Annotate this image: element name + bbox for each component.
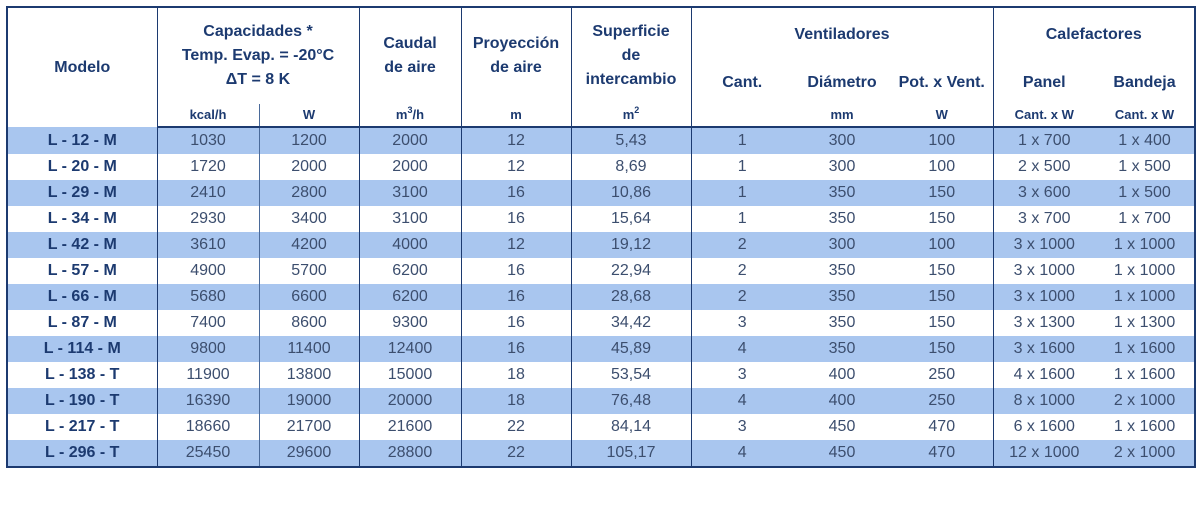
cell-proyeccion: 16 bbox=[461, 284, 571, 310]
cell-modelo: L - 42 - M bbox=[7, 232, 157, 258]
header-capacidades-line2: Temp. Evap. = -20°C bbox=[181, 47, 335, 64]
unit-bandeja: Cant. x W bbox=[1095, 104, 1195, 127]
cell-cant: 3 bbox=[691, 362, 793, 388]
table-row bbox=[7, 206, 1195, 232]
cell-modelo: L - 296 - T bbox=[7, 440, 157, 467]
unit-caudal-exp: 3 bbox=[407, 104, 413, 115]
header-superficie: Superficie de intercambio bbox=[571, 7, 691, 104]
cell-w: 6600 bbox=[259, 284, 359, 310]
cell-w: 19000 bbox=[259, 388, 359, 414]
cell-caudal: 21600 bbox=[359, 414, 461, 440]
cell-panel: 6 x 1600 bbox=[993, 414, 1095, 440]
cell-panel: 8 x 1000 bbox=[993, 388, 1095, 414]
cell-bandeja: 1 x 1600 bbox=[1095, 414, 1195, 440]
cell-w: 13800 bbox=[259, 362, 359, 388]
cell-cant: 1 bbox=[691, 127, 793, 154]
unit-pot: W bbox=[891, 104, 993, 127]
header-panel: Panel bbox=[993, 62, 1095, 104]
cell-caudal: 2000 bbox=[359, 127, 461, 154]
table-row bbox=[7, 414, 1195, 440]
cell-superficie: 5,43 bbox=[571, 127, 691, 154]
cell-bandeja: 1 x 1600 bbox=[1095, 336, 1195, 362]
cell-modelo: L - 66 - M bbox=[7, 284, 157, 310]
table-row bbox=[7, 336, 1195, 362]
cell-kcal: 1030 bbox=[157, 127, 259, 154]
cell-modelo: L - 190 - T bbox=[7, 388, 157, 414]
spec-table-container bbox=[6, 6, 1194, 468]
cell-w: 21700 bbox=[259, 414, 359, 440]
cell-potencia: 250 bbox=[891, 388, 993, 414]
cell-caudal: 3100 bbox=[359, 180, 461, 206]
cell-potencia: 100 bbox=[891, 127, 993, 154]
table-row bbox=[7, 258, 1195, 284]
cell-proyeccion: 12 bbox=[461, 232, 571, 258]
cell-panel: 3 x 1300 bbox=[993, 310, 1095, 336]
cell-caudal: 2000 bbox=[359, 154, 461, 180]
cell-kcal: 4900 bbox=[157, 258, 259, 284]
cell-superficie: 34,42 bbox=[571, 310, 691, 336]
cell-bandeja: 1 x 500 bbox=[1095, 180, 1195, 206]
table-row bbox=[7, 232, 1195, 258]
cell-kcal: 7400 bbox=[157, 310, 259, 336]
cell-diametro: 300 bbox=[793, 127, 891, 154]
cell-proyeccion: 12 bbox=[461, 154, 571, 180]
cell-cant: 4 bbox=[691, 336, 793, 362]
table-row bbox=[7, 284, 1195, 310]
unit-superficie bbox=[571, 104, 691, 127]
cell-proyeccion: 22 bbox=[461, 414, 571, 440]
unit-cant bbox=[691, 104, 793, 127]
cell-cant: 2 bbox=[691, 284, 793, 310]
cell-potencia: 150 bbox=[891, 336, 993, 362]
cell-panel: 3 x 1600 bbox=[993, 336, 1095, 362]
cell-kcal: 3610 bbox=[157, 232, 259, 258]
cell-kcal: 1720 bbox=[157, 154, 259, 180]
header-bandeja: Bandeja bbox=[1095, 62, 1195, 104]
cell-superficie: 28,68 bbox=[571, 284, 691, 310]
header-modelo: Modelo bbox=[7, 7, 157, 127]
cell-kcal: 5680 bbox=[157, 284, 259, 310]
cell-superficie: 19,12 bbox=[571, 232, 691, 258]
cell-proyeccion: 16 bbox=[461, 206, 571, 232]
cell-panel: 3 x 1000 bbox=[993, 232, 1095, 258]
cell-potencia: 150 bbox=[891, 310, 993, 336]
cell-modelo: L - 87 - M bbox=[7, 310, 157, 336]
cell-superficie: 84,14 bbox=[571, 414, 691, 440]
table-row bbox=[7, 180, 1195, 206]
cell-superficie: 15,64 bbox=[571, 206, 691, 232]
table-row bbox=[7, 388, 1195, 414]
cell-w: 4200 bbox=[259, 232, 359, 258]
unit-superficie-base: m bbox=[622, 107, 635, 122]
header-calefactores: Calefactores bbox=[993, 7, 1195, 62]
cell-proyeccion: 16 bbox=[461, 336, 571, 362]
cell-caudal: 6200 bbox=[359, 284, 461, 310]
cell-diametro: 450 bbox=[793, 414, 891, 440]
cell-proyeccion: 22 bbox=[461, 440, 571, 467]
table-row bbox=[7, 310, 1195, 336]
cell-kcal: 2410 bbox=[157, 180, 259, 206]
cell-kcal: 25450 bbox=[157, 440, 259, 467]
unit-kcal: kcal/h bbox=[157, 104, 259, 127]
cell-modelo: L - 217 - T bbox=[7, 414, 157, 440]
unit-caudal bbox=[359, 104, 461, 127]
cell-diametro: 400 bbox=[793, 388, 891, 414]
cell-bandeja: 2 x 1000 bbox=[1095, 440, 1195, 467]
header-caudal: Caudal de aire bbox=[359, 7, 461, 104]
cell-modelo: L - 34 - M bbox=[7, 206, 157, 232]
cell-panel: 3 x 600 bbox=[993, 180, 1095, 206]
cell-proyeccion: 16 bbox=[461, 258, 571, 284]
cell-diametro: 350 bbox=[793, 284, 891, 310]
cell-w: 29600 bbox=[259, 440, 359, 467]
cell-superficie: 45,89 bbox=[571, 336, 691, 362]
cell-modelo: L - 138 - T bbox=[7, 362, 157, 388]
table-row bbox=[7, 127, 1195, 154]
unit-proyeccion: m bbox=[461, 104, 571, 127]
cell-superficie: 76,48 bbox=[571, 388, 691, 414]
cell-panel: 3 x 1000 bbox=[993, 258, 1095, 284]
table-row bbox=[7, 440, 1195, 467]
cell-w: 2800 bbox=[259, 180, 359, 206]
cell-w: 5700 bbox=[259, 258, 359, 284]
cell-potencia: 150 bbox=[891, 206, 993, 232]
cell-proyeccion: 16 bbox=[461, 180, 571, 206]
cell-diametro: 300 bbox=[793, 232, 891, 258]
cell-w: 3400 bbox=[259, 206, 359, 232]
cell-caudal: 4000 bbox=[359, 232, 461, 258]
cell-cant: 1 bbox=[691, 180, 793, 206]
unit-caudal-rest: /h bbox=[412, 107, 425, 122]
cell-panel: 2 x 500 bbox=[993, 154, 1095, 180]
cell-caudal: 15000 bbox=[359, 362, 461, 388]
table-row bbox=[7, 362, 1195, 388]
cell-cant: 1 bbox=[691, 206, 793, 232]
cell-proyeccion: 12 bbox=[461, 127, 571, 154]
cell-potencia: 100 bbox=[891, 232, 993, 258]
table-header bbox=[7, 7, 1195, 127]
cell-bandeja: 1 x 500 bbox=[1095, 154, 1195, 180]
cell-proyeccion: 18 bbox=[461, 362, 571, 388]
cell-cant: 4 bbox=[691, 388, 793, 414]
cell-bandeja: 1 x 1000 bbox=[1095, 232, 1195, 258]
cell-diametro: 350 bbox=[793, 336, 891, 362]
cell-potencia: 150 bbox=[891, 284, 993, 310]
cell-superficie: 53,54 bbox=[571, 362, 691, 388]
cell-potencia: 470 bbox=[891, 414, 993, 440]
header-capacidades bbox=[157, 7, 359, 104]
cell-cant: 3 bbox=[691, 414, 793, 440]
cell-modelo: L - 114 - M bbox=[7, 336, 157, 362]
cell-potencia: 150 bbox=[891, 258, 993, 284]
cell-bandeja: 1 x 700 bbox=[1095, 206, 1195, 232]
cell-modelo: L - 57 - M bbox=[7, 258, 157, 284]
cell-diametro: 450 bbox=[793, 440, 891, 467]
cell-bandeja: 1 x 400 bbox=[1095, 127, 1195, 154]
cell-potencia: 250 bbox=[891, 362, 993, 388]
cell-cant: 2 bbox=[691, 232, 793, 258]
unit-mm: mm bbox=[793, 104, 891, 127]
cell-caudal: 20000 bbox=[359, 388, 461, 414]
cell-cant: 2 bbox=[691, 258, 793, 284]
cell-potencia: 100 bbox=[891, 154, 993, 180]
spec-table bbox=[6, 6, 1196, 468]
cell-diametro: 350 bbox=[793, 258, 891, 284]
table-body bbox=[7, 127, 1195, 467]
cell-w: 2000 bbox=[259, 154, 359, 180]
cell-modelo: L - 12 - M bbox=[7, 127, 157, 154]
unit-w: W bbox=[259, 104, 359, 127]
cell-diametro: 350 bbox=[793, 206, 891, 232]
cell-panel: 4 x 1600 bbox=[993, 362, 1095, 388]
cell-bandeja: 1 x 1000 bbox=[1095, 258, 1195, 284]
cell-caudal: 3100 bbox=[359, 206, 461, 232]
cell-potencia: 150 bbox=[891, 180, 993, 206]
cell-w: 11400 bbox=[259, 336, 359, 362]
cell-proyeccion: 16 bbox=[461, 310, 571, 336]
cell-superficie: 10,86 bbox=[571, 180, 691, 206]
cell-potencia: 470 bbox=[891, 440, 993, 467]
header-ventiladores: Ventiladores bbox=[691, 7, 993, 62]
cell-proyeccion: 18 bbox=[461, 388, 571, 414]
cell-caudal: 28800 bbox=[359, 440, 461, 467]
cell-caudal: 12400 bbox=[359, 336, 461, 362]
cell-diametro: 300 bbox=[793, 154, 891, 180]
cell-bandeja: 1 x 1600 bbox=[1095, 362, 1195, 388]
cell-superficie: 22,94 bbox=[571, 258, 691, 284]
unit-caudal-base: m bbox=[395, 107, 408, 122]
header-proyeccion: Proyección de aire bbox=[461, 7, 571, 104]
cell-diametro: 350 bbox=[793, 180, 891, 206]
cell-kcal: 9800 bbox=[157, 336, 259, 362]
cell-bandeja: 1 x 1000 bbox=[1095, 284, 1195, 310]
cell-cant: 3 bbox=[691, 310, 793, 336]
cell-modelo: L - 29 - M bbox=[7, 180, 157, 206]
cell-panel: 1 x 700 bbox=[993, 127, 1095, 154]
cell-bandeja: 1 x 1300 bbox=[1095, 310, 1195, 336]
cell-kcal: 2930 bbox=[157, 206, 259, 232]
cell-w: 1200 bbox=[259, 127, 359, 154]
cell-cant: 4 bbox=[691, 440, 793, 467]
cell-superficie: 8,69 bbox=[571, 154, 691, 180]
cell-modelo: L - 20 - M bbox=[7, 154, 157, 180]
cell-bandeja: 2 x 1000 bbox=[1095, 388, 1195, 414]
unit-panel: Cant. x W bbox=[993, 104, 1095, 127]
cell-panel: 3 x 700 bbox=[993, 206, 1095, 232]
cell-panel: 3 x 1000 bbox=[993, 284, 1095, 310]
header-capacidades-line3: ΔT = 8 K bbox=[225, 71, 291, 88]
cell-panel: 12 x 1000 bbox=[993, 440, 1095, 467]
header-potencia: Pot. x Vent. bbox=[891, 62, 993, 104]
cell-diametro: 350 bbox=[793, 310, 891, 336]
cell-kcal: 11900 bbox=[157, 362, 259, 388]
cell-caudal: 9300 bbox=[359, 310, 461, 336]
cell-kcal: 18660 bbox=[157, 414, 259, 440]
cell-diametro: 400 bbox=[793, 362, 891, 388]
header-cant: Cant. bbox=[691, 62, 793, 104]
header-capacidades-line1: Capacidades * bbox=[203, 23, 313, 40]
cell-caudal: 6200 bbox=[359, 258, 461, 284]
cell-superficie: 105,17 bbox=[571, 440, 691, 467]
header-diametro: Diámetro bbox=[793, 62, 891, 104]
cell-cant: 1 bbox=[691, 154, 793, 180]
unit-superficie-exp: 2 bbox=[634, 104, 640, 115]
table-row bbox=[7, 154, 1195, 180]
cell-kcal: 16390 bbox=[157, 388, 259, 414]
cell-w: 8600 bbox=[259, 310, 359, 336]
